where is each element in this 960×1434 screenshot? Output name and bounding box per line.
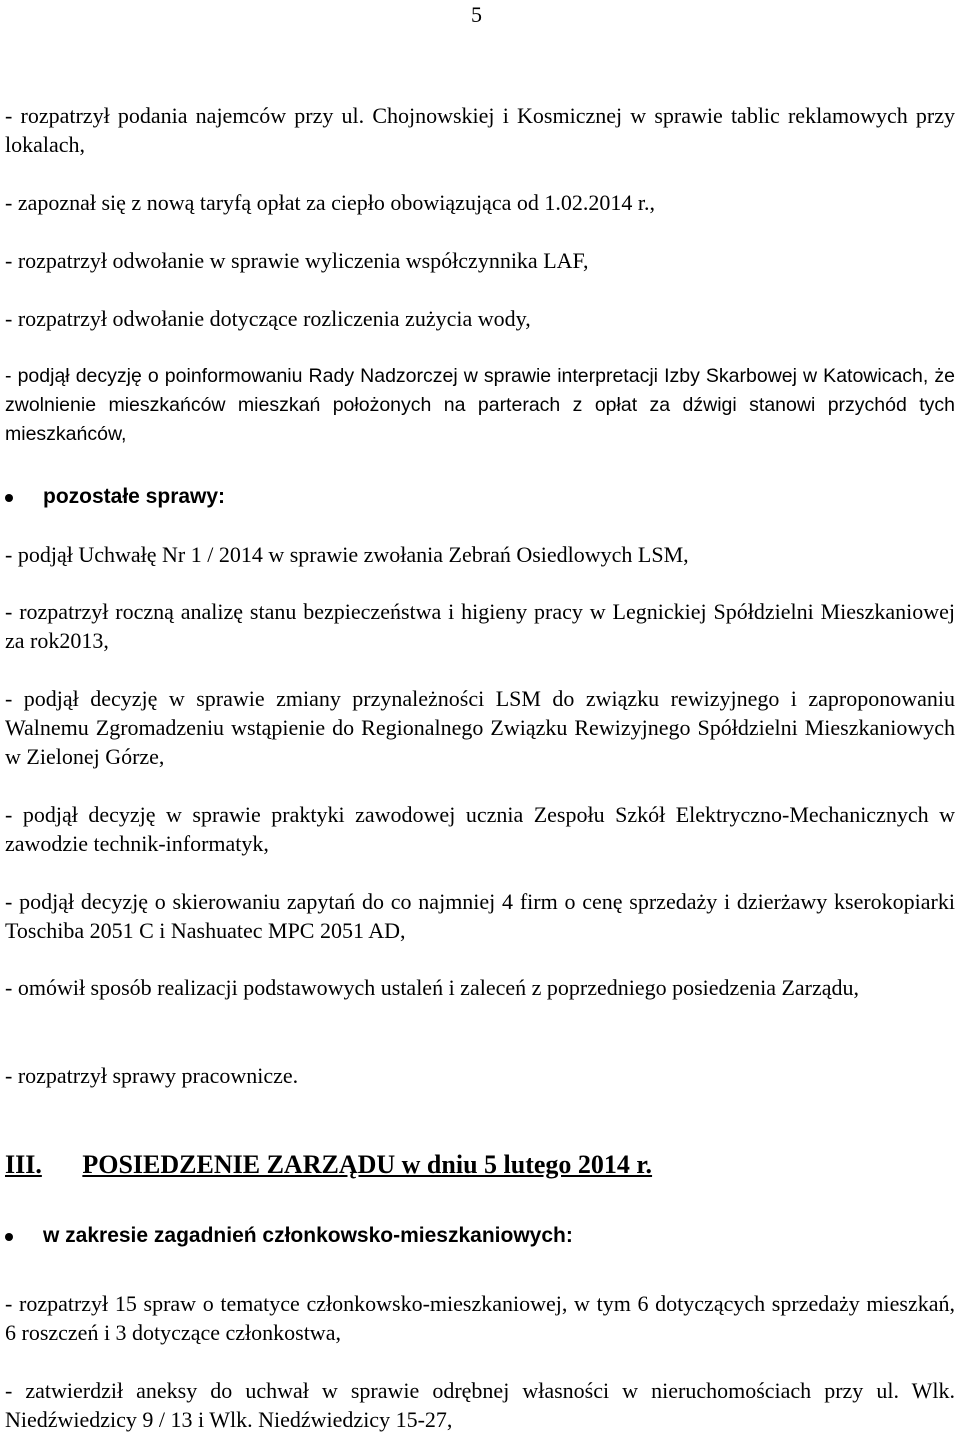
paragraph-laf-appeal: - rozpatrzył odwołanie w sprawie wyliczenia współczynnika LAF,	[5, 248, 589, 273]
paragraph-15-cases: - rozpatrzył 15 spraw o tematyce członkowsko-mieszkaniowej, w tym 6 dotyczących sprzedaży mieszkań, 6 roszczeń i 3 dotyczące członkostwa,	[5, 1291, 955, 1345]
section-heading-iii	[5, 1148, 955, 1182]
paragraph-bhp-analysis: - rozpatrzył roczną analizę stanu bezpieczeństwa i higieny pracy w Legnickiej Spółdzielni Mieszkaniowej za rok2013,	[5, 599, 955, 653]
paragraph-tax-chamber: - podjął decyzję o poinformowaniu Rady Nadzorczej w sprawie interpretacji Izby Skarbowej w Katowicach, że zwolnienie mieszkańców mieszkań położonych na parterach z opłat za dźwigi stanowi przychód tych mieszkańców,	[5, 365, 955, 445]
paragraph-billboards: - rozpatrzył podania najemców przy ul. Chojnowskiej i Kosmicznej w sprawie tablic reklamowych przy lokalach,	[5, 103, 955, 157]
paragraph-recommendations: - omówił sposób realizacji podstawowych ustaleń i zaleceń z poprzedniego posiedzenia Zarządu,	[5, 975, 860, 1000]
paragraph-audit-union: - podjął decyzję w sprawie zmiany przynależności LSM do związku rewizyjnego i zaproponowaniu Walnemu Zgromadzeniu wstąpienie do Regionalnego Związku Rewizyjnego Spółdzielni Mieszkaniowych w Zielonej Górze,	[5, 686, 955, 769]
heading-title: POSIEDZENIE ZARZĄDU w dniu 5 lutego 2014 r.	[82, 1150, 653, 1179]
bullet-dot-icon	[5, 494, 13, 502]
paragraph-water-appeal: - rozpatrzył odwołanie dotyczące rozliczenia zużycia wody,	[5, 306, 531, 331]
heading-numeral: III.	[5, 1150, 42, 1179]
section-title-members: w zakresie zagadnień członkowsko-mieszkaniowych:	[43, 1224, 573, 1247]
paragraph-staff-matters: - rozpatrzył sprawy pracownicze.	[5, 1063, 299, 1088]
paragraph-annexes: - zatwierdził aneksy do uchwał w sprawie odrębnej własności w nieruchomościach przy ul. Wlk. Niedźwiedzicy 9 / 13 i Wlk. Niedźwiedzicy 15-27,	[5, 1378, 955, 1432]
section-title-other: pozostałe sprawy:	[43, 485, 226, 508]
page-number: 5	[471, 2, 482, 27]
paragraph-resolution-1-2014: - podjął Uchwałę Nr 1 / 2014 w sprawie zwołania Zebrań Osiedlowych LSM,	[5, 542, 689, 567]
paragraph-heat-tariff: - zapoznał się z nową taryfą opłat za ciepło obowiązująca od 1.02.2014 r.,	[5, 190, 655, 215]
bullet-dot-icon	[5, 1233, 13, 1241]
paragraph-internship: - podjął decyzję w sprawie praktyki zawodowej ucznia Zespołu Szkół Elektryczno-Mechanicznych w zawodzie technik-informatyk,	[5, 802, 955, 856]
paragraph-copiers: - podjął decyzję o skierowaniu zapytań do co najmniej 4 firm o cenę sprzedaży i dzierżawy kserokopiarki Toschiba 2051 C i Nashuatec MPC 2051 AD,	[5, 889, 955, 943]
